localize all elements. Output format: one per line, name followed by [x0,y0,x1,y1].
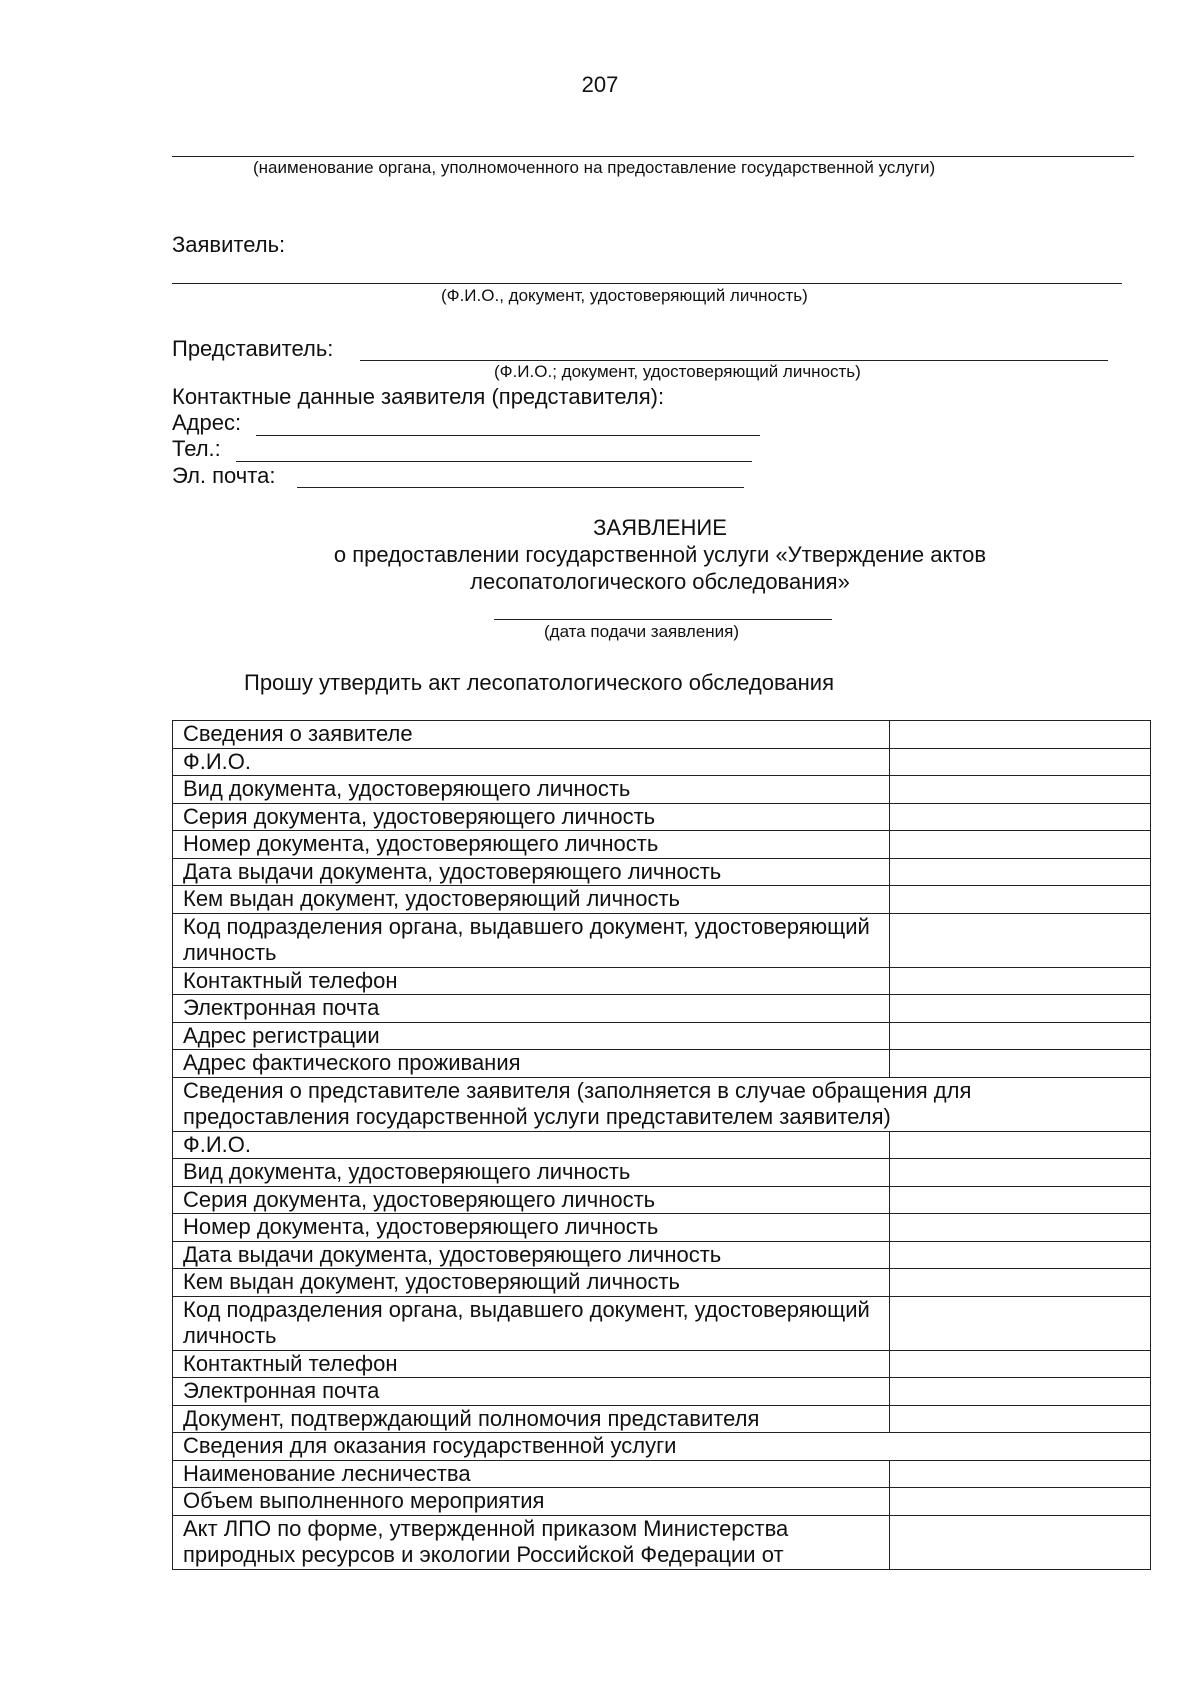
address-label: Адрес: [172,410,242,435]
value-cell[interactable] [890,721,1151,749]
phone-label: Тел.: [172,436,221,461]
value-cell[interactable] [890,913,1151,967]
value-cell[interactable] [890,1515,1151,1569]
row-label: Адрес регистрации [173,1022,890,1050]
value-cell[interactable] [890,1460,1151,1488]
table-row [173,1296,1151,1350]
value-cell[interactable] [890,1378,1151,1406]
statement-subtitle-line2: лесопатологического обследования» [470,569,850,594]
row-label: Ф.И.О. [173,1131,890,1159]
value-cell[interactable] [890,1159,1151,1187]
representative-line[interactable] [360,360,1108,361]
table-row [173,1131,1151,1159]
row-label: Дата выдачи документа, удостоверяющего личность [173,858,890,886]
table-row [173,913,1151,967]
table-row [173,1050,1151,1078]
table-row [173,1515,1151,1569]
table-row [173,721,1151,749]
table-row [173,967,1151,995]
row-label: Кем выдан документ, удостоверяющий личность [173,1269,890,1297]
row-label: Серия документа, удостоверяющего личность [173,1186,890,1214]
section-header-cell: Сведения для оказания государственной услуги [173,1433,1151,1461]
value-cell[interactable] [890,1269,1151,1297]
table-row [173,1241,1151,1269]
row-label: Наименование лесничества [173,1460,890,1488]
row-label: Акт ЛПО по форме, утвержденной приказом Министерства природных ресурсов и экологии Российской Федерации от [173,1515,890,1569]
value-cell[interactable] [890,1488,1151,1516]
table-row [173,1077,1151,1131]
row-label: Ф.И.О. [173,748,890,776]
table-row [173,1433,1151,1461]
applicant-line[interactable] [172,283,1122,284]
row-label: Вид документа, удостоверяющего личность [173,1159,890,1187]
applicant-info-table [172,720,1151,1570]
table-row [173,886,1151,914]
row-label: Дата выдачи документа, удостоверяющего личность [173,1241,890,1269]
value-cell[interactable] [890,803,1151,831]
row-label: Сведения о заявителе [173,721,890,749]
table-row [173,1350,1151,1378]
value-cell[interactable] [890,1050,1151,1078]
representative-label: Представитель: [172,336,334,361]
row-label: Номер документа, удостоверяющего личность [173,1214,890,1242]
table-row [173,748,1151,776]
value-cell[interactable] [890,1022,1151,1050]
value-cell[interactable] [890,1350,1151,1378]
table-row [173,1269,1151,1297]
row-label: Контактный телефон [173,1350,890,1378]
statement-subtitle-line1: о предоставлении государственной услуги «Утверждение актов [333,542,987,567]
table-row [173,1488,1151,1516]
phone-line[interactable] [236,461,752,462]
value-cell[interactable] [890,1296,1151,1350]
table-row [173,1159,1151,1187]
value-cell[interactable] [890,1241,1151,1269]
section-header-cell: Сведения о представителе заявителя (заполняется в случае обращения для предоставления государственной услуги представителем заявителя) [173,1077,1151,1131]
row-label: Адрес фактического проживания [173,1050,890,1078]
request-text: Прошу утвердить акт лесопатологического обследования [244,670,835,695]
table-row [173,776,1151,804]
row-label: Контактный телефон [173,967,890,995]
value-cell[interactable] [890,858,1151,886]
applicant-label: Заявитель: [172,232,286,257]
value-cell[interactable] [890,831,1151,859]
applicant-caption: (Ф.И.О., документ, удостоверяющий личность) [441,286,808,305]
row-label: Код подразделения органа, выдавшего документ, удостоверяющий личность [173,913,890,967]
authority-caption: (наименование органа, уполномоченного на предоставление государственной услуги) [253,158,936,177]
email-line[interactable] [297,487,744,488]
value-cell[interactable] [890,1214,1151,1242]
value-cell[interactable] [890,1405,1151,1433]
table-row [173,1186,1151,1214]
row-label: Документ, подтверждающий полномочия представителя [173,1405,890,1433]
table-row [173,1214,1151,1242]
page-number: 207 [581,72,619,97]
row-label: Вид документа, удостоверяющего личность [173,776,890,804]
authority-line[interactable] [172,156,1134,157]
value-cell[interactable] [890,1131,1151,1159]
row-label: Электронная почта [173,995,890,1023]
table-row [173,1378,1151,1406]
address-line[interactable] [256,435,760,436]
date-caption: (дата подачи заявления) [544,622,740,641]
representative-caption: (Ф.И.О.; документ, удостоверяющий личность) [494,362,861,381]
value-cell[interactable] [890,748,1151,776]
row-label: Код подразделения органа, выдавшего документ, удостоверяющий личность [173,1296,890,1350]
row-label: Объем выполненного мероприятия [173,1488,890,1516]
row-label: Номер документа, удостоверяющего личность [173,831,890,859]
table-row [173,803,1151,831]
table-row [173,995,1151,1023]
date-line[interactable] [494,619,832,620]
value-cell[interactable] [890,776,1151,804]
row-label: Электронная почта [173,1378,890,1406]
statement-title: ЗАЯВЛЕНИЕ [593,515,727,540]
contacts-heading: Контактные данные заявителя (представителя): [172,384,665,409]
table-row [173,1460,1151,1488]
value-cell[interactable] [890,967,1151,995]
table-row [173,1405,1151,1433]
value-cell[interactable] [890,1186,1151,1214]
table-row [173,1022,1151,1050]
table-row [173,858,1151,886]
table-row [173,831,1151,859]
value-cell[interactable] [890,995,1151,1023]
row-label: Кем выдан документ, удостоверяющий личность [173,886,890,914]
value-cell[interactable] [890,886,1151,914]
row-label: Серия документа, удостоверяющего личность [173,803,890,831]
email-label: Эл. почта: [172,463,276,488]
